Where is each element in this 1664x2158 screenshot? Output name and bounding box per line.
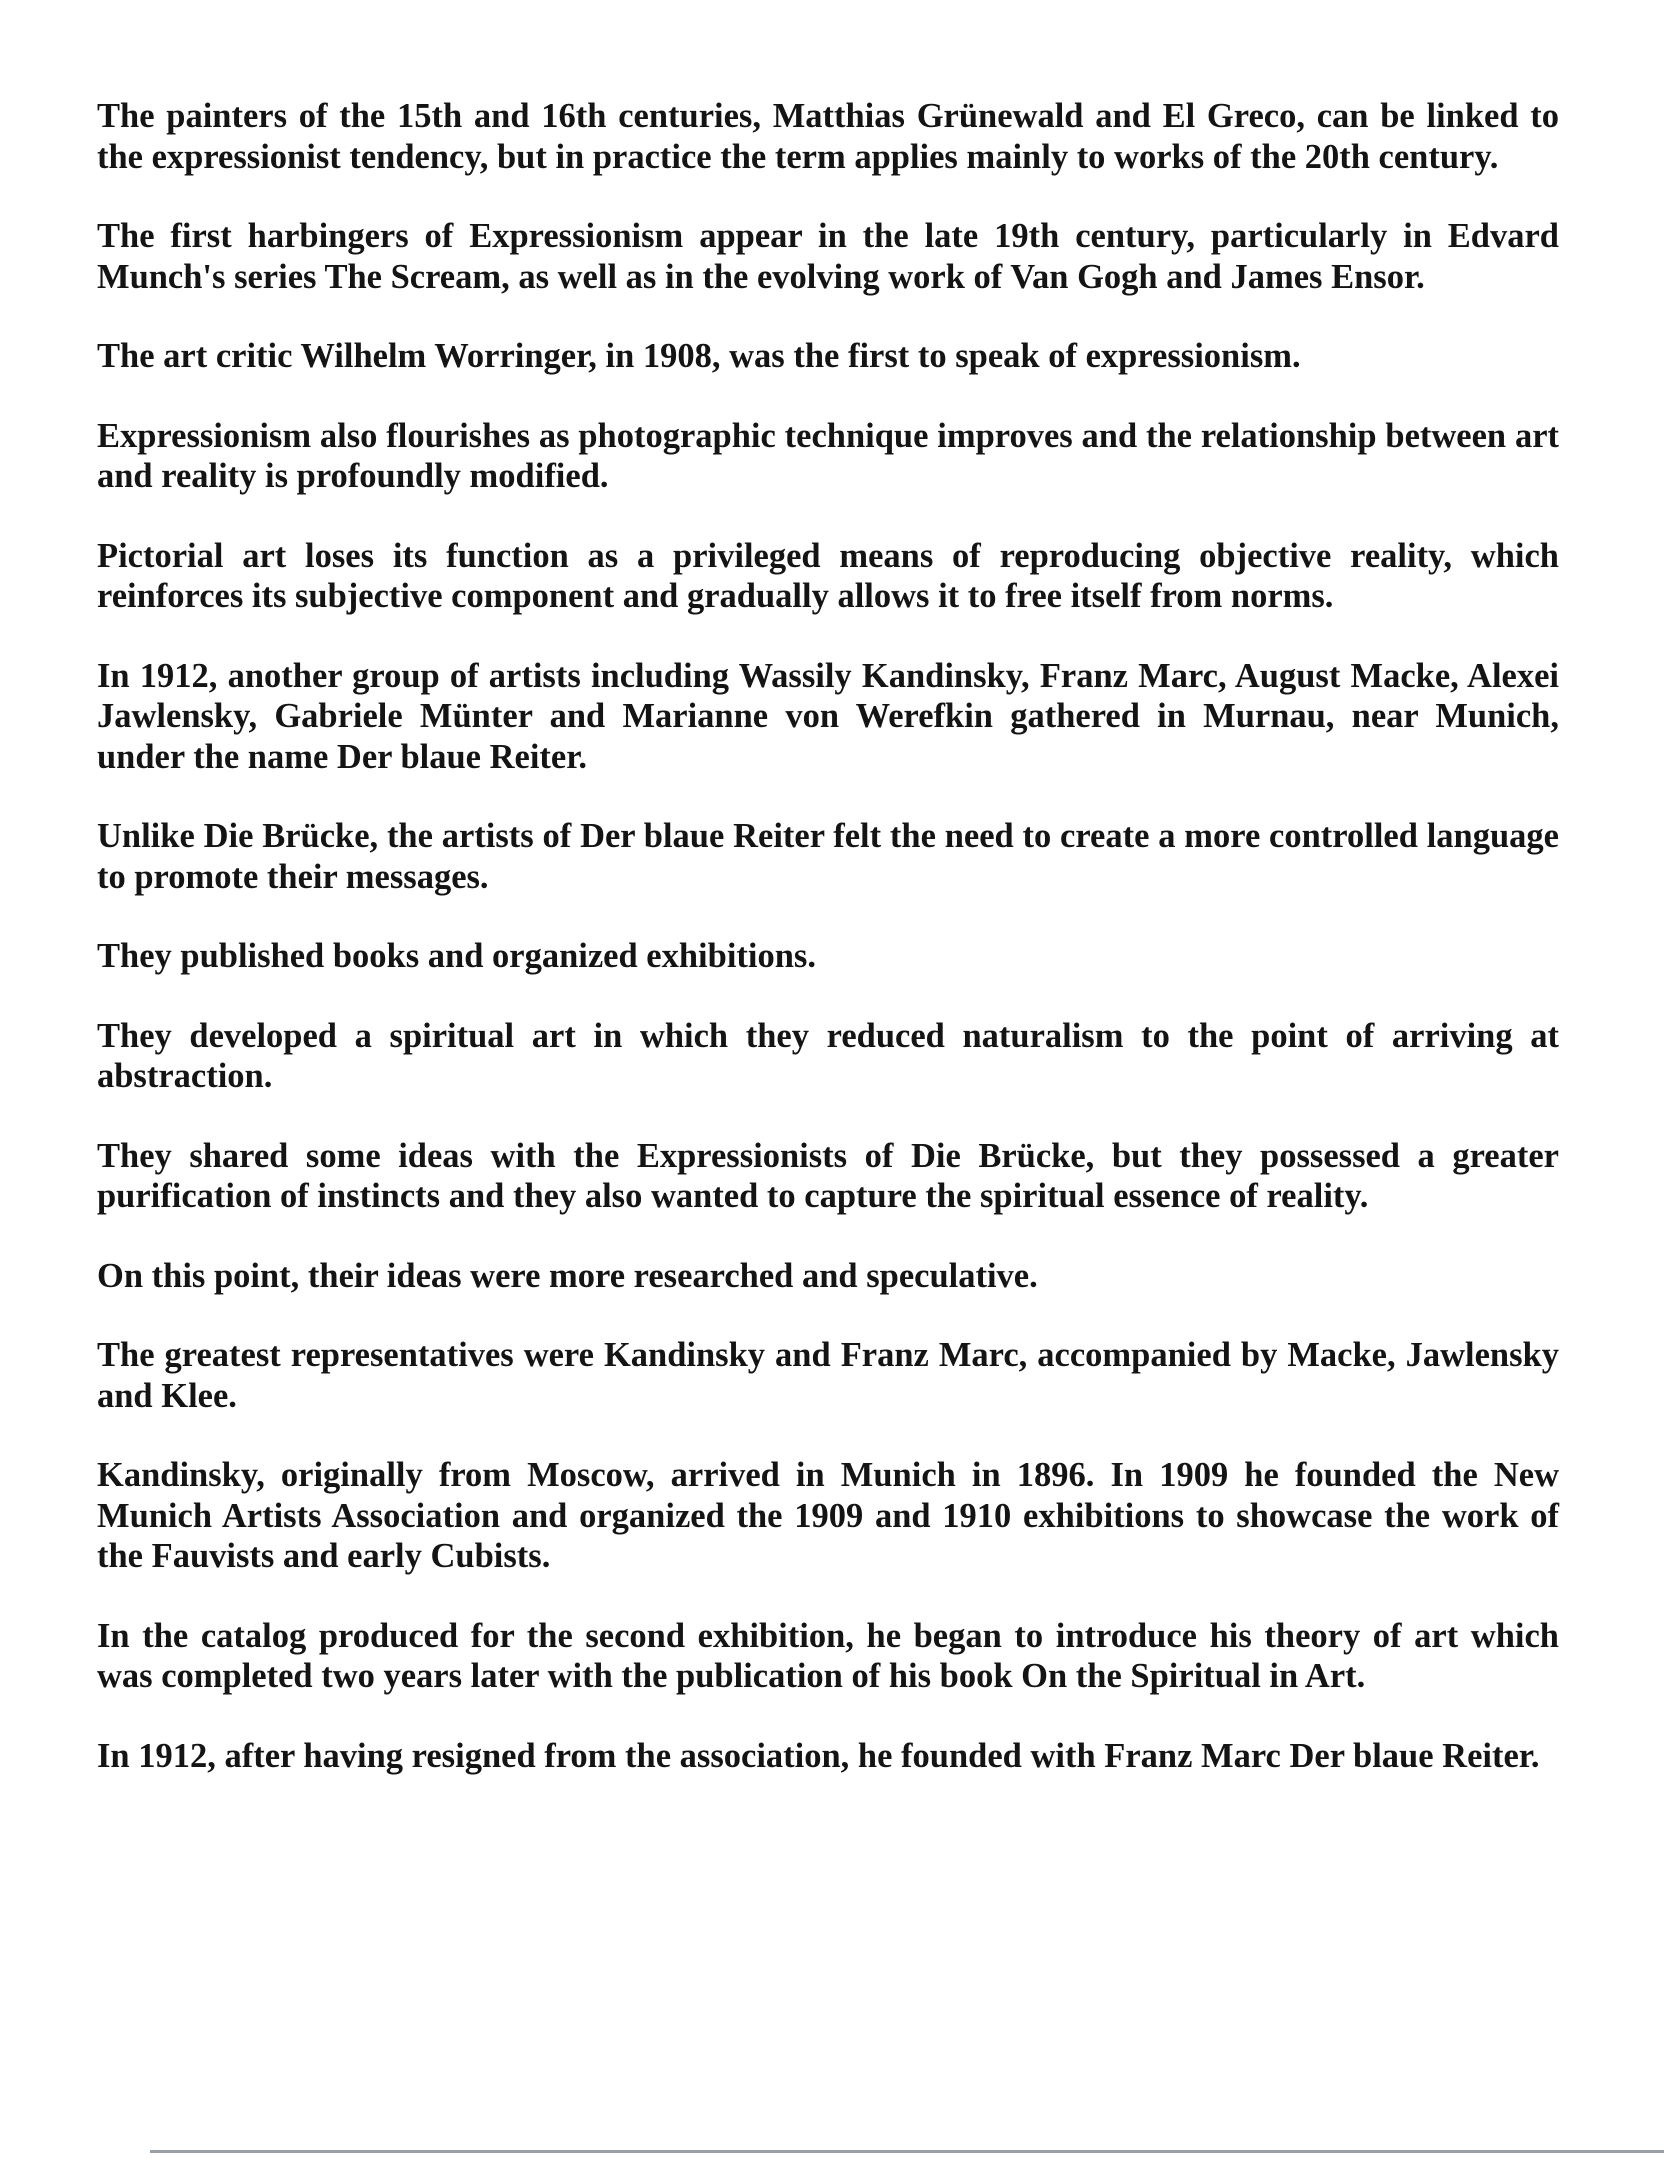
paragraph-10: They shared some ideas with the Expressionists of Die Brücke, but they possessed a greater purification of instincts and they also wanted to capture the spiritual essence of reality. xyxy=(97,1136,1559,1215)
paragraph-2: The first harbingers of Expressionism appear in the late 19th century, particularly in Edvard Munch's series The Scream, as well as in the evolving work of Van Gogh and James Ensor. xyxy=(97,217,1559,296)
paragraph-11: On this point, their ideas were more researched and speculative. xyxy=(97,1256,1038,1295)
paragraph-15: In 1912, after having resigned from the association, he founded with Franz Marc Der blaue Reiter. xyxy=(97,1736,1540,1775)
paragraph-14: In the catalog produced for the second exhibition, he began to introduce his theory of art which was completed two years later with the publication of his book On the Spiritual in Art. xyxy=(97,1616,1559,1695)
paragraph-6: In 1912, another group of artists including Wassily Kandinsky, Franz Marc, August Macke, Alexei Jawlensky, Gabriele Münter and Marianne von Werefkin gathered in Murnau, near Munich, under the name Der blaue Reiter. xyxy=(97,656,1559,776)
paragraph-7: Unlike Die Brücke, the artists of Der blaue Reiter felt the need to create a more controlled language to promote their messages. xyxy=(97,817,1559,896)
paragraph-13: Kandinsky, originally from Moscow, arrived in Munich in 1896. In 1909 he founded the New Munich Artists Association and organized the 1909 and 1910 exhibitions to showcase the work of the Fauvists and early Cubists. xyxy=(97,1456,1559,1575)
page-bottom-rule xyxy=(150,2150,1664,2153)
paragraph-9: They developed a spiritual art in which they reduced naturalism to the point of arriving at abstraction. xyxy=(97,1016,1559,1095)
paragraph-4: Expressionism also flourishes as photographic technique improves and the relationship between art and reality is profoundly modified. xyxy=(97,416,1559,495)
paragraph-12: The greatest representatives were Kandinsky and Franz Marc, accompanied by Macke, Jawlensky and Klee. xyxy=(97,1336,1559,1415)
paragraph-8: They published books and organized exhibitions. xyxy=(97,937,816,975)
document-body xyxy=(97,96,1559,1815)
paragraph-3: The art critic Wilhelm Worringer, in 1908, was the first to speak of expressionism. xyxy=(97,337,1301,375)
paragraph-5: Pictorial art loses its function as a privileged means of reproducing objective reality, which reinforces its subjective component and gradually allows it to free itself from norms. xyxy=(97,536,1559,615)
paragraph-1: The painters of the 15th and 16th centuries, Matthias Grünewald and El Greco, can be linked to the expressionist tendency, but in practice the term applies mainly to works of the 20th century. xyxy=(97,97,1559,176)
